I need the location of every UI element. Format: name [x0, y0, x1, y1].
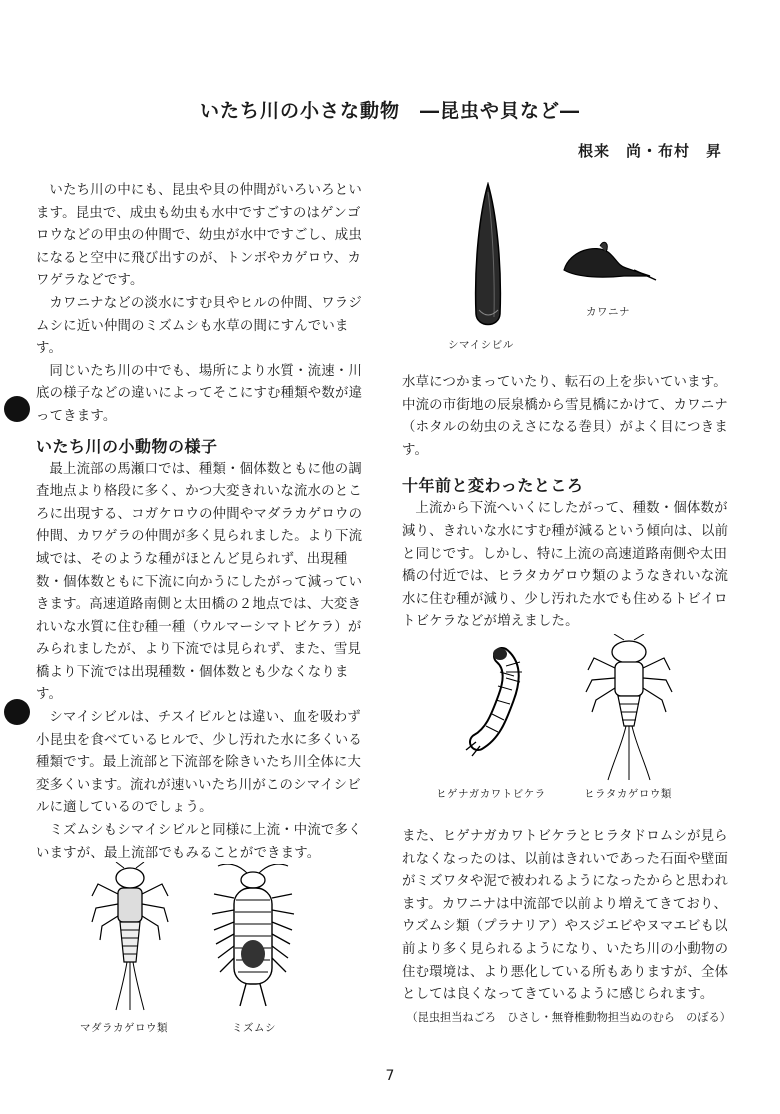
isopod-caption: ミズムシ: [232, 1022, 276, 1034]
flat-mayfly-illustration: [584, 634, 674, 782]
paragraph: また、ヒゲナガカワトビケラとヒラタドロムシが見られなくなったのは、以前はきれいであった石面や壁面がミズワタや泥で被われるようになったからと思われます。カワニナは中流部で以前より増えてきており、ウズムシ類（プラナリア）やスジエビやヌマエビも以前より多く見られるようになり、いたち川の小動物の住む環境は、より悪化している所もありますが、全体としては良くなってきているように感じられます。: [402, 829, 729, 1003]
paragraph: 上流から下流へいくにしたがって、種数・個体数が減り、きれいな水にすむ種が減るという傾向は、以前と同じです。しかし、特に上流の高速道路南側や太田橋の付近では、ヒラタカゲロウ類のようなきれいな流水に住む種が減り、少し汚れた水でも住めるトビイロトビケラなどが増えました。: [402, 501, 729, 630]
paragraph: 水草につかまっていたり、転石の上を歩いています。中流の市街地の辰泉橋から雪見橋にかけて、カワニナ（ホタルの幼虫のえさになる巻貝）がよく目につきます。: [402, 375, 728, 458]
left-column: [36, 180, 364, 865]
section-heading: いたち川の小動物の様子: [36, 436, 218, 456]
paragraph: シマイシビルは、チスイビルとは違い、血を吸わず小昆虫を食べているヒルで、少し汚れた水に多くいる種類です。最上流部と下流部を除きいたち川全体に大変多くいます。流れが速いいたち川がこのシマイシビルに適しているのでしょう。: [36, 710, 362, 816]
flat-mayfly-caption: ヒラタカゲロウ類: [584, 788, 672, 800]
author-credit: （昆虫担当ねごろ ひさし・無脊椎動物担当ぬのむら のぼる）: [406, 1010, 731, 1024]
paragraph: 同じいたち川の中でも、場所により水質・流速・川底の様子などの違いによってそこにすむ種類や数が違ってきます。: [36, 363, 363, 424]
isopod-illustration: [208, 864, 298, 1014]
spiny-mayfly-caption: マダラカゲロウ類: [80, 1022, 168, 1034]
page-title: いたち川の小さな動物 ―昆虫や貝など―: [199, 100, 580, 122]
paragraph: ミズムシもシマイシビルと同様に上流・中流で多くいますが、最上流部でもみることができます。: [36, 823, 362, 861]
snail-illustration: [560, 240, 660, 282]
punch-hole: [4, 396, 30, 422]
caddisfly-caption: ヒゲナガカワトビケラ: [436, 788, 546, 800]
leech-caption: シマイシビル: [448, 339, 514, 351]
right-column-bottom: [402, 826, 730, 1027]
section-heading: 十年前と変わったところ: [402, 476, 584, 496]
snail-caption: カワニナ: [586, 306, 630, 318]
caddisfly-larva-illustration: [462, 642, 542, 762]
paragraph: いたち川の中にも、昆虫や貝の仲間がいろいろといます。昆虫で、成虫も幼虫も水中ですごすのはゲンゴロウなどの甲虫の仲間で、幼虫が水中ですごし、成虫になると空中に飛び出すのが、トンボやカゲロウ、カワゲラなどです。: [36, 183, 362, 289]
leech-illustration: [462, 182, 514, 332]
punch-hole: [4, 699, 30, 725]
right-column-top: [402, 372, 730, 634]
paragraph: カワニナなどの淡水にすむ貝やヒルの仲間、ワラジムシに近い仲間のミズムシも水草の間にすんでいます。: [36, 295, 362, 357]
paragraph: 最上流部の馬瀬口では、種類・個体数ともに他の調査地点より格段に多く、かつ大変きれいな流水のところに出現する、コガケロウの仲間やマダラカゲロウの仲間、カワゲラの仲間が多く見られました。より下流域では、そのような種がほとんど見られず、出現種数・個体数ともに下流に向かうにしたがって減っていきます。高速道路南側と太田橋の２地点では、大変きれいな水質に住む種一種（ウルマーシマトビケラ）がみられましたが、より下流では見られず、また、雪見橋より下流では出現種数・個体数とも少なくなります。: [36, 461, 363, 703]
authors: 根来 尚・布村 昇: [577, 142, 722, 160]
page-number: 7: [385, 1068, 395, 1084]
spiny-mayfly-illustration: [90, 862, 170, 1012]
